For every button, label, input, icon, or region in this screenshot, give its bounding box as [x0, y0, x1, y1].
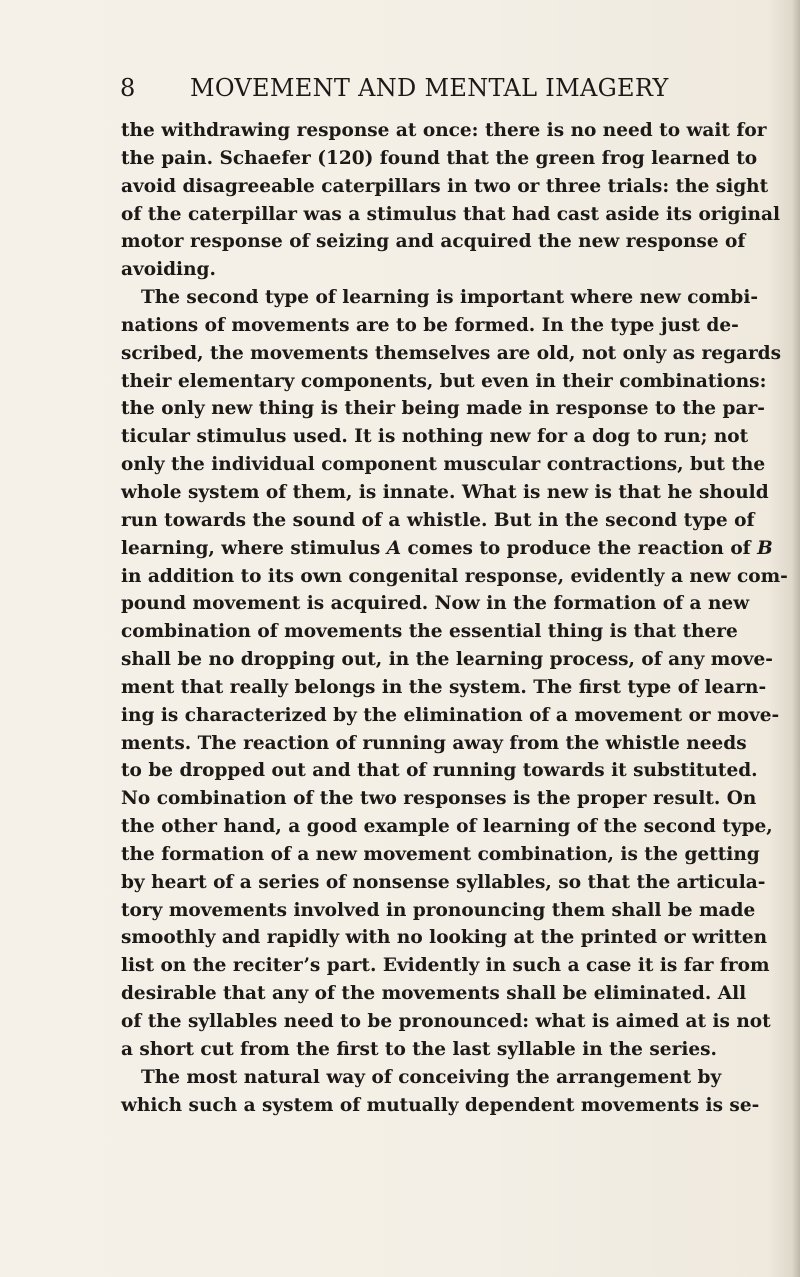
text-line: the pain. Schaefer (120) found that the green frog learned to	[121, 147, 758, 169]
text-line: nations of movements are to be formed. In the type just de-	[121, 314, 739, 336]
page-number: 8	[120, 74, 136, 102]
text-line: whole system of them, is innate. What is new is that he should	[121, 481, 769, 503]
italic-letter: B	[757, 537, 773, 559]
text-line: shall be no dropping out, in the learning process, of any move-	[121, 649, 773, 671]
text-line: scribed, the movements themselves are old, not only as regards	[121, 342, 782, 364]
body-text	[121, 117, 788, 1119]
text-line: No combination of the two responses is the proper result. On	[121, 788, 757, 810]
text-line: The second type of learning is important where new combi-	[141, 287, 759, 309]
text-line: combination of movements the essential thing is that there	[121, 621, 738, 643]
text-line: motor response of seizing and acquired the new response of	[121, 231, 746, 253]
text-line: the only new thing is their being made in response to the par-	[121, 398, 765, 420]
text-line: run towards the sound of a whistle. But in the second type of	[121, 509, 755, 531]
page-header	[120, 74, 669, 108]
text-line: smoothly and rapidly with no looking at the printed or written	[121, 927, 768, 949]
text-line: which such a system of mutually dependent movements is se-	[121, 1094, 760, 1116]
italic-letter: A	[386, 537, 402, 559]
text-line: tory movements involved in pronouncing them shall be made	[121, 899, 756, 921]
text-line: ticular stimulus used. It is nothing new for a dog to run; not	[121, 426, 749, 448]
text-line: ments. The reaction of running away from the whistle needs	[121, 732, 747, 754]
text-line: learning, where stimulus A comes to produce the reaction of B	[121, 537, 773, 559]
running-head: MOVEMENT AND MENTAL IMAGERY	[190, 74, 669, 102]
text-line: in addition to its own congenital response, evidently a new com-	[121, 565, 788, 587]
text-line: avoid disagreeable caterpillars in two or three trials: the sight	[121, 175, 769, 197]
text-line: ment that really belongs in the system. The first type of learn-	[121, 676, 767, 698]
text-line: a short cut from the first to the last syllable in the series.	[121, 1038, 717, 1060]
text-line: of the syllables need to be pronounced: what is aimed at is not	[121, 1011, 771, 1032]
text-line: ing is characterized by the elimination of a movement or move-	[121, 704, 780, 726]
text-line: The most natural way of conceiving the arrangement by	[141, 1066, 722, 1088]
text-line: pound movement is acquired. Now in the formation of a new	[121, 593, 750, 615]
text-line: of the caterpillar was a stimulus that had cast aside its original	[121, 203, 780, 225]
text-line: to be dropped out and that of running towards it substituted.	[121, 760, 758, 782]
text-line: the formation of a new movement combination, is the getting	[121, 843, 760, 865]
text-line: avoiding.	[121, 259, 216, 281]
page-edge-shadow	[792, 0, 800, 1277]
text-line: list on the reciter’s part. Evidently in such a case it is far from	[121, 955, 770, 977]
text-line: only the individual component muscular contractions, but the	[121, 454, 766, 476]
text-line: the other hand, a good example of learning of the second type,	[121, 816, 773, 838]
text-line: their elementary components, but even in their combinations:	[121, 370, 767, 392]
text-line: the withdrawing response at once: there is no need to wait for	[121, 120, 767, 141]
text-line: desirable that any of the movements shall be eliminated. All	[121, 983, 747, 1005]
text-line: by heart of a series of nonsense syllables, so that the articula-	[121, 871, 766, 893]
